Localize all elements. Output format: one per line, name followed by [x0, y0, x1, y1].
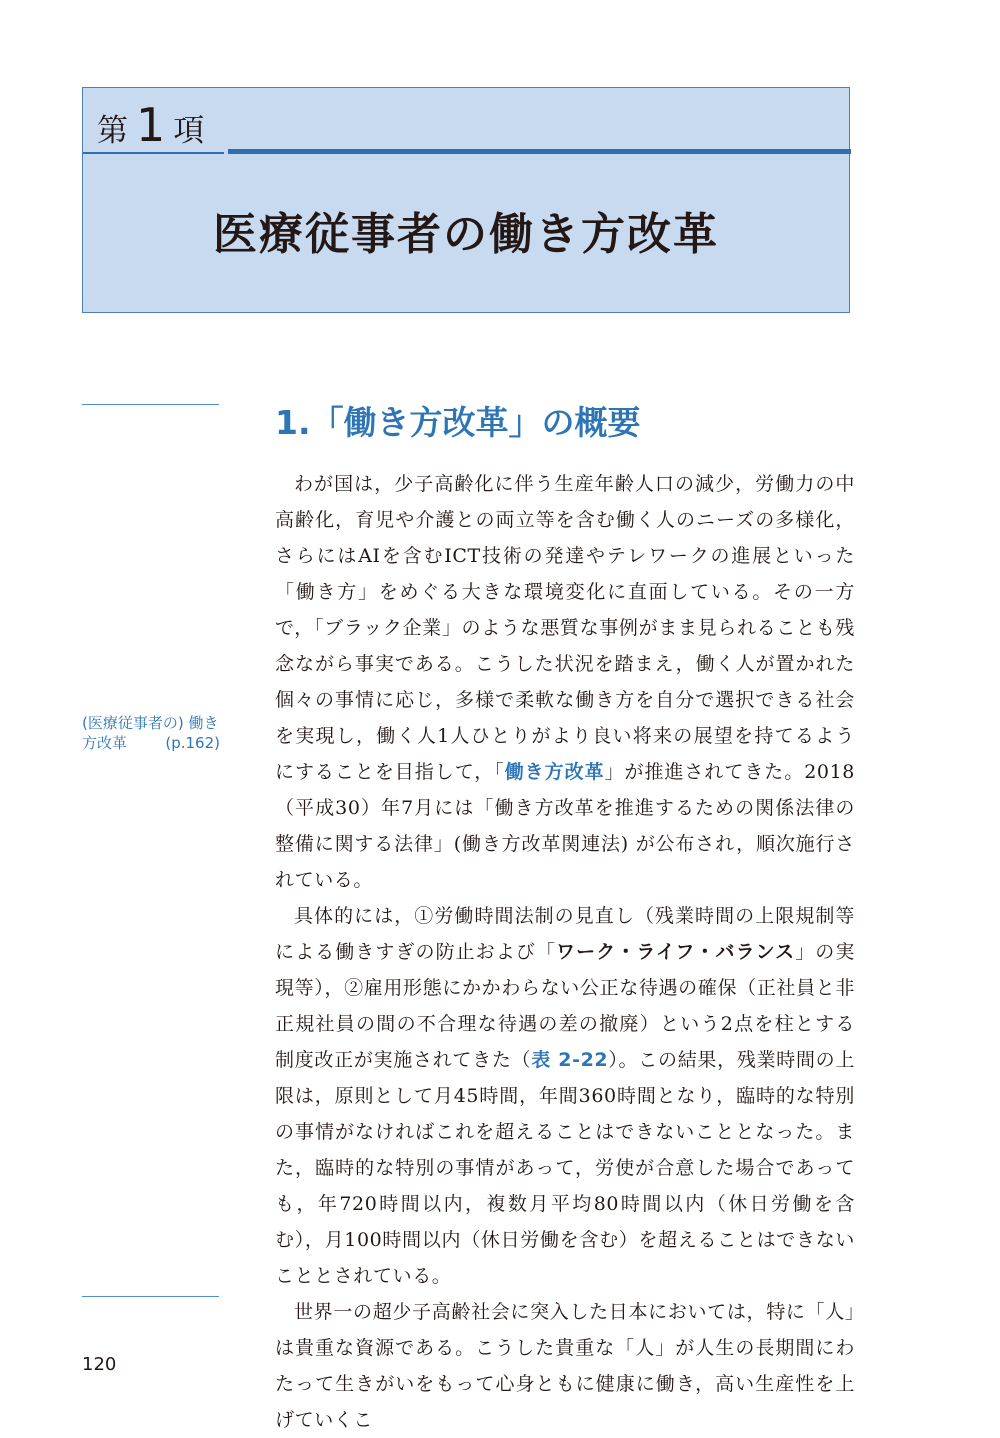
p2-text-b: 」の実現等），②雇用形態にかかわらない公正な待遇の確保（正社員と非正規社員の間の不合理な待遇の差の撤廃）という2点を柱とする制度改正が実施されてきた（ [275, 941, 855, 1071]
paragraph-2 [275, 898, 855, 1294]
paragraph-1 [275, 466, 855, 898]
paragraph-3: 世界一の超少子高齢社会に突入した日本においては，特に「人」は貴重な資源である。こうした貴重な「人」が人生の長期間にわたって生きがいをもって心身ともに健康に働き，高い生産性を上げていくこ [275, 1301, 855, 1431]
side-note-line1: (医療従事者の) 働き [82, 714, 219, 732]
margin-divider-top [82, 404, 219, 405]
section-number: 1 [136, 98, 166, 152]
side-note-reference [82, 713, 220, 753]
table-reference-link[interactable]: 表 2-22 [531, 1049, 609, 1071]
section-heading: 1.「働き方改革」の概要 [275, 403, 641, 442]
page-number: 120 [82, 1354, 117, 1375]
section-header-box [82, 87, 850, 313]
side-note-label: 方改革 [82, 734, 128, 752]
section-label [97, 98, 204, 152]
header-rule-right [228, 149, 851, 154]
p2-text-a: 具体的には，①労働時間法制の見直し（残業時間の上限規制等による働きすぎの防止および「 [275, 905, 855, 963]
p2-text-c: ）。この結果，残業時間の上限は，原則として月45時間，年間360時間となり，臨時的な特別の事情がなければこれを超えることはできないこととなった。また，臨時的な特別の事情があって，労使が合意した場合であっても，年720時間以内，複数月平均80時間以内（休日労働を含む），月100時間以内（休日労働を含む）を超えることはできないこととされている。 [275, 1049, 855, 1287]
p1-text-b: 」が推進されてきた。2018（平成30）年7月には「働き方改革を推進するための関係法律の整備に関する法律」(働き方改革関連法) が公布され，順次施行されている。 [275, 761, 855, 891]
body-text [275, 466, 855, 1438]
keyword-work-life-balance: ワーク・ライフ・バランス [556, 941, 796, 963]
page-title: 医療従事者の働き方改革 [213, 209, 719, 260]
margin-divider-bottom [82, 1296, 219, 1297]
section-label-suffix: 項 [173, 113, 205, 149]
side-note-page-ref: (p.162) [165, 734, 220, 752]
p1-text-a: わが国は，少子高齢化に伴う生産年齢人口の減少，労働力の中高齢化，育児や介護との両立等を含む働く人のニーズの多様化，さらにはAIを含むICT技術の発達やテレワークの進展といった「働き方」をめぐる大きな環境変化に直面している。その一方で，「ブラック企業」のような悪質な事例がまま見られることも残念ながら事実である。こうした状況を踏まえ，働く人が置かれた個々の事情に応じ，多様で柔軟な働き方を自分で選択できる社会を実現し，働く人1人ひとりがより良い将来の展望を持てるようにすることを目指して，「 [275, 473, 855, 783]
section-label-prefix: 第 [97, 113, 128, 149]
header-rule-left [83, 152, 224, 154]
keyword-hatarakikata-kaikaku: 働き方改革 [504, 761, 605, 783]
